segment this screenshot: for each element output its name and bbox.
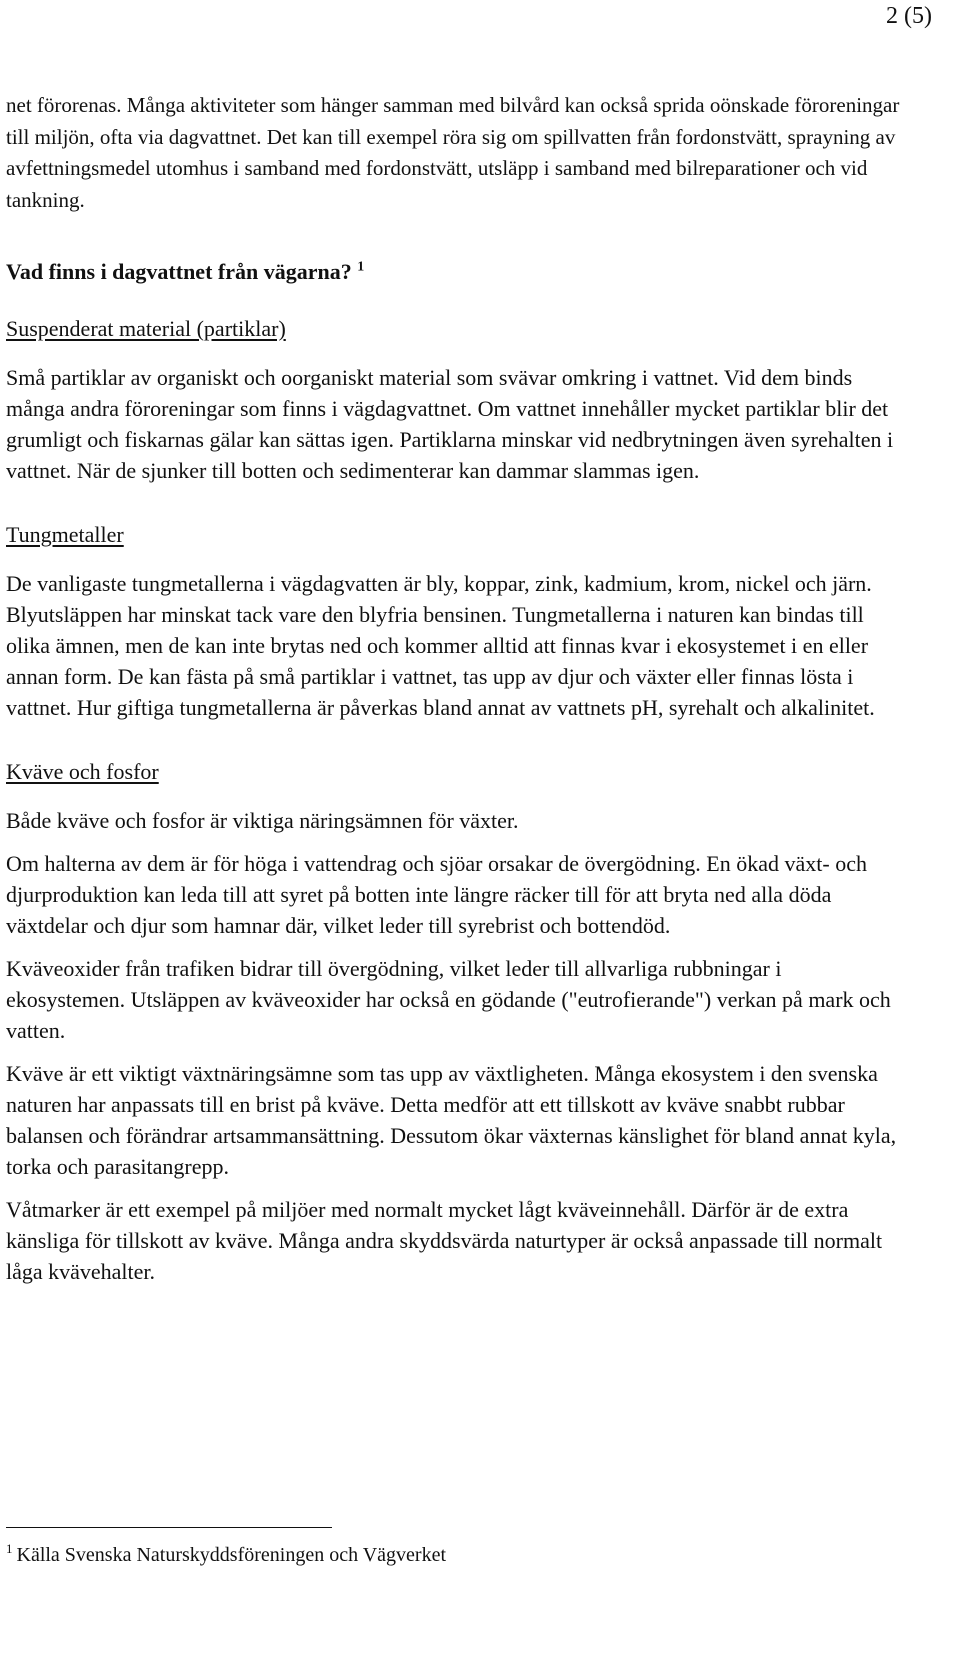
footnote-text: Källa Svenska Naturskyddsföreningen och Vägverket <box>16 1544 447 1566</box>
paragraph: Om halterna av dem är för höga i vattendrag och sjöar orsakar de övergödning. En ökad växt- och djurproduktion kan leda till att syret på botten inte längre räcker till för att bryta ned alla döda växtdelar och djur som hamnar där, vilket leder till syrebrist och bottendöd. <box>6 851 867 938</box>
paragraph: Kväveoxider från trafiken bidrar till övergödning, vilket leder till allvarliga rubbningar i ekosystemen. Utsläppen av kväveoxider har också en gödande ("eutrofierande") verkan på mark och vatten. <box>6 956 891 1043</box>
page-number: 2 (5) <box>886 3 932 29</box>
subsection-title-suspended-material: Suspenderat material (partiklar) <box>6 316 286 341</box>
paragraph: Våtmarker är ett exempel på miljöer med normalt mycket lågt kväveinnehåll. Därför är de extra känsliga för tillskott av kväve. Många andra skyddsvärda naturtyper är också anpassade till normalt låga kvävehalter. <box>6 1197 883 1284</box>
intro-paragraph: net förorenas. Många aktiviteter som hänger samman med bilvård kan också sprida oönskade föroreningar till miljön, ofta via dagvattnet. Det kan till exempel röra sig om spillvatten från fordonstvätt, sprayning av avfettningsmedel utomhus i samband med fordonstvätt, utsläpp i samband med bilreparationer och vid tankning. <box>6 93 900 212</box>
footnote <box>6 1540 446 1570</box>
subsection-title-heavy-metals: Tungmetaller <box>6 522 124 547</box>
document-body <box>6 90 902 1287</box>
footnote-reference: 1 <box>357 259 365 275</box>
paragraph: Både kväve och fosfor är viktiga näringsämnen för växter. <box>6 808 519 833</box>
paragraph: Kväve är ett viktigt växtnäringsämne som tas upp av växtligheten. Många ekosystem i den svenska naturen har anpassats till en brist på kväve. Detta medför att ett tillskott av kväve snabbt rubbar balansen och förändrar artsammansättning. Dessutom ökar växternas känslighet för bland annat kyla, torka och parasitangrepp. <box>6 1061 897 1179</box>
heading-text: Vad finns i dagvattnet från vägarna? <box>6 259 352 284</box>
paragraph: Små partiklar av organiskt och oorganiskt material som svävar omkring i vattnet. Vid dem binds många andra föroreningar som finns i vägdagvattnet. Om vattnet innehåller mycket partiklar blir det grumligt och fiskarnas gälar kan sättas igen. Partiklarna minskar vid nedbrytningen även syrehalten i vattnet. När de sjunker till botten och sedimenterar kan dammar slammas igen. <box>6 365 894 483</box>
subsection-title-nitrogen-phosphorus: Kväve och fosfor <box>6 759 159 784</box>
footnote-number: 1 <box>6 1541 13 1557</box>
section-heading <box>6 256 902 287</box>
footnote-divider <box>6 1527 332 1528</box>
paragraph: De vanligaste tungmetallerna i vägdagvatten är bly, koppar, zink, kadmium, krom, nickel och järn. Blyutsläppen har minskat tack vare den blyfria bensinen. Tungmetallerna i naturen kan bindas till olika ämnen, men de kan inte brytas ned och kommer alltid att finnas kvar i ekosystemet i en eller annan form. De kan fästa på små partiklar i vattnet, tas upp av djur och växter eller finnas lösta i vattnet. Hur giftiga tungmetallerna är påverkas bland annat av vattnets pH, syrehalt och alkalinitet. <box>6 571 875 720</box>
